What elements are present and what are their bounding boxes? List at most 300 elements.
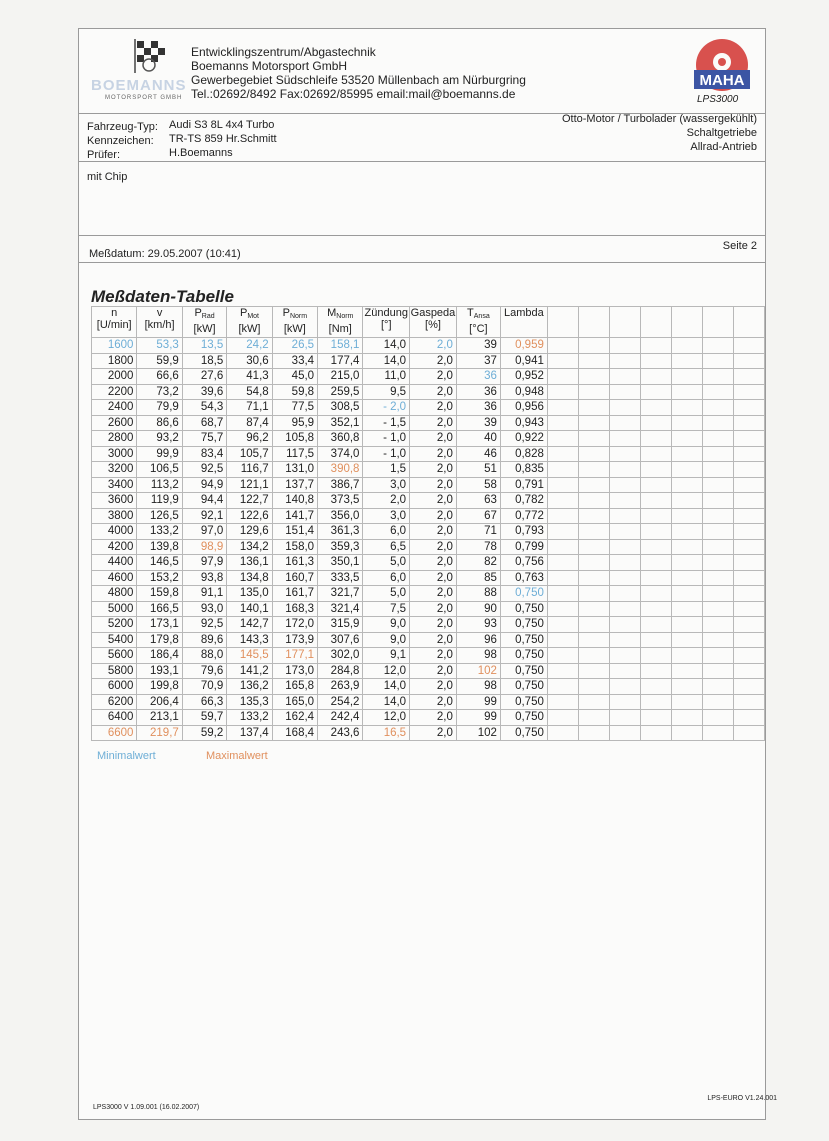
- column-unit: [kW]: [238, 323, 261, 335]
- table-cell: 96: [456, 632, 500, 648]
- empty-cell: [671, 710, 702, 726]
- table-cell: 71,1: [227, 400, 272, 416]
- report-header: [79, 29, 765, 114]
- empty-cell: [578, 586, 609, 602]
- empty-cell: [609, 508, 640, 524]
- table-cell: 6000: [92, 679, 137, 695]
- table-cell: 1800: [92, 353, 137, 369]
- table-cell: 86,6: [137, 415, 182, 431]
- table-cell: 186,4: [137, 648, 182, 664]
- empty-cell: [609, 524, 640, 540]
- empty-cell: [733, 353, 764, 369]
- table-cell: 179,8: [137, 632, 182, 648]
- empty-cell: [640, 725, 671, 741]
- empty-cell: [609, 555, 640, 571]
- table-cell: 39,6: [182, 384, 226, 400]
- empty-cell: [733, 555, 764, 571]
- table-cell: 93,0: [182, 601, 226, 617]
- table-cell: 0,948: [500, 384, 547, 400]
- table-cell: 390,8: [318, 462, 363, 478]
- empty-cell: [547, 524, 578, 540]
- table-row: [92, 694, 765, 710]
- empty-cell: [671, 663, 702, 679]
- table-cell: 2,0: [410, 648, 457, 664]
- measurement-table: [91, 306, 765, 741]
- table-cell: 0,750: [500, 725, 547, 741]
- empty-cell: [671, 462, 702, 478]
- table-cell: 14,0: [363, 679, 410, 695]
- legend-min: Minimalwert: [97, 750, 156, 762]
- empty-cell: [609, 710, 640, 726]
- table-row: [92, 524, 765, 540]
- empty-cell: [609, 384, 640, 400]
- table-cell: 0,750: [500, 617, 547, 633]
- table-cell: 82: [456, 555, 500, 571]
- table-cell: 5000: [92, 601, 137, 617]
- engine-type: Otto-Motor / Turbolader (wassergekühlt): [561, 113, 757, 125]
- empty-cell: [547, 446, 578, 462]
- table-cell: 2,0: [410, 353, 457, 369]
- empty-cell: [702, 415, 733, 431]
- table-cell: 95,9: [272, 415, 317, 431]
- empty-cell: [671, 539, 702, 555]
- table-cell: 168,3: [272, 601, 317, 617]
- column-unit: [°]: [381, 319, 392, 331]
- table-cell: 2,0: [410, 570, 457, 586]
- empty-cell: [578, 462, 609, 478]
- table-cell: 58: [456, 477, 500, 493]
- table-cell: 1600: [92, 338, 137, 354]
- gearbox-type: Schaltgetriebe: [686, 127, 757, 139]
- table-cell: 9,0: [363, 632, 410, 648]
- table-cell: 75,7: [182, 431, 226, 447]
- maha-emblem-icon: [689, 37, 755, 95]
- table-cell: 242,4: [318, 710, 363, 726]
- empty-cell: [609, 570, 640, 586]
- table-cell: 18,5: [182, 353, 226, 369]
- empty-cell: [702, 384, 733, 400]
- table-cell: 356,0: [318, 508, 363, 524]
- boemanns-logo: [91, 39, 193, 105]
- table-cell: 36: [456, 384, 500, 400]
- table-cell: 140,1: [227, 601, 272, 617]
- table-row: [92, 493, 765, 509]
- empty-cell: [547, 710, 578, 726]
- table-cell: 386,7: [318, 477, 363, 493]
- legend-max: Maximalwert: [206, 750, 268, 762]
- company-line: Gewerbegebiet Südschleife 53520 Müllenbach am Nürburgring: [191, 73, 526, 87]
- empty-cell: [671, 570, 702, 586]
- empty-cell: [547, 679, 578, 695]
- table-cell: 133,2: [137, 524, 182, 540]
- table-cell: 12,0: [363, 663, 410, 679]
- table-cell: 359,3: [318, 539, 363, 555]
- table-cell: 39: [456, 338, 500, 354]
- empty-cell: [671, 353, 702, 369]
- table-row: [92, 617, 765, 633]
- table-row: [92, 555, 765, 571]
- empty-cell: [702, 586, 733, 602]
- company-line: Entwicklingszentrum/Abgastechnik: [191, 45, 376, 59]
- table-cell: 136,1: [227, 555, 272, 571]
- empty-cell: [609, 431, 640, 447]
- column-unit: [U/min]: [96, 319, 132, 331]
- table-cell: 2,0: [410, 415, 457, 431]
- empty-cell: [702, 570, 733, 586]
- table-cell: 88: [456, 586, 500, 602]
- table-cell: 59,2: [182, 725, 226, 741]
- empty-cell: [640, 555, 671, 571]
- logo-wordmark: BOEMANNS: [91, 77, 187, 94]
- empty-cell: [640, 508, 671, 524]
- table-cell: 9,1: [363, 648, 410, 664]
- empty-cell: [671, 679, 702, 695]
- table-cell: 2,0: [410, 384, 457, 400]
- table-cell: 5,0: [363, 586, 410, 602]
- empty-cell: [578, 446, 609, 462]
- empty-cell: [547, 384, 578, 400]
- maha-logo: [689, 37, 755, 103]
- checkered-flag-icon: [123, 39, 173, 73]
- empty-cell: [702, 648, 733, 664]
- empty-cell: [702, 400, 733, 416]
- empty-cell: [640, 663, 671, 679]
- empty-cell: [733, 446, 764, 462]
- table-cell: 0,756: [500, 555, 547, 571]
- table-cell: 0,956: [500, 400, 547, 416]
- empty-cell: [640, 446, 671, 462]
- empty-cell: [671, 601, 702, 617]
- table-cell: 307,6: [318, 632, 363, 648]
- table-cell: 14,0: [363, 353, 410, 369]
- empty-cell: [609, 477, 640, 493]
- table-row: [92, 400, 765, 416]
- empty-cell: [702, 524, 733, 540]
- empty-cell: [733, 508, 764, 524]
- column-header: [227, 307, 272, 338]
- table-cell: 172,0: [272, 617, 317, 633]
- column-header: [182, 307, 226, 338]
- empty-cell: [609, 400, 640, 416]
- column-subscript: Mot: [247, 313, 259, 320]
- table-row: [92, 508, 765, 524]
- table-cell: 0,922: [500, 431, 547, 447]
- table-row: [92, 353, 765, 369]
- empty-cell: [640, 477, 671, 493]
- table-cell: 85: [456, 570, 500, 586]
- empty-cell: [671, 369, 702, 385]
- column-name: Lambda: [504, 307, 544, 319]
- tester-label: Prüfer:: [87, 149, 121, 161]
- table-cell: 2,0: [410, 338, 457, 354]
- table-cell: 116,7: [227, 462, 272, 478]
- table-cell: 66,3: [182, 694, 226, 710]
- table-cell: 4400: [92, 555, 137, 571]
- column-unit: [°C]: [469, 323, 488, 335]
- empty-cell: [578, 679, 609, 695]
- table-row: [92, 648, 765, 664]
- empty-cell: [702, 663, 733, 679]
- empty-cell: [578, 601, 609, 617]
- table-cell: 2,0: [410, 710, 457, 726]
- table-row: [92, 601, 765, 617]
- column-header: [92, 307, 137, 338]
- table-cell: 153,2: [137, 570, 182, 586]
- table-cell: 161,3: [272, 555, 317, 571]
- empty-cell: [733, 632, 764, 648]
- empty-cell: [609, 338, 640, 354]
- table-cell: 63: [456, 493, 500, 509]
- table-cell: 141,2: [227, 663, 272, 679]
- table-cell: 97,9: [182, 555, 226, 571]
- table-cell: 2,0: [410, 725, 457, 741]
- table-cell: 5600: [92, 648, 137, 664]
- table-cell: 0,750: [500, 632, 547, 648]
- table-cell: 333,5: [318, 570, 363, 586]
- table-cell: 2,0: [410, 617, 457, 633]
- empty-cell: [702, 539, 733, 555]
- table-cell: 105,7: [227, 446, 272, 462]
- empty-cell: [609, 617, 640, 633]
- tester-value: H.Boemanns: [169, 147, 233, 159]
- empty-cell: [578, 524, 609, 540]
- table-cell: 0,750: [500, 710, 547, 726]
- table-cell: 0,799: [500, 539, 547, 555]
- empty-cell: [609, 632, 640, 648]
- table-cell: 45,0: [272, 369, 317, 385]
- empty-cell: [547, 462, 578, 478]
- table-cell: 0,750: [500, 648, 547, 664]
- empty-cell: [702, 555, 733, 571]
- empty-cell: [733, 431, 764, 447]
- table-row: [92, 384, 765, 400]
- table-cell: 173,9: [272, 632, 317, 648]
- company-line: Tel.:02692/8492 Fax:02692/85995 email:mail@boemanns.de: [191, 87, 516, 101]
- table-cell: 5,0: [363, 555, 410, 571]
- column-header: [272, 307, 317, 338]
- table-cell: 143,3: [227, 632, 272, 648]
- empty-cell: [609, 725, 640, 741]
- table-cell: 4000: [92, 524, 137, 540]
- table-cell: 133,2: [227, 710, 272, 726]
- table-cell: 151,4: [272, 524, 317, 540]
- table-cell: 165,0: [272, 694, 317, 710]
- empty-cell: [578, 648, 609, 664]
- table-row: [92, 462, 765, 478]
- empty-cell: [640, 694, 671, 710]
- company-line: Boemanns Motorsport GmbH: [191, 59, 348, 73]
- table-cell: 2,0: [410, 477, 457, 493]
- empty-cell: [609, 369, 640, 385]
- table-cell: 2,0: [410, 663, 457, 679]
- table-cell: 71: [456, 524, 500, 540]
- empty-cell: [547, 663, 578, 679]
- table-row: [92, 369, 765, 385]
- table-body: [92, 338, 765, 741]
- table-cell: 134,8: [227, 570, 272, 586]
- empty-cell: [671, 524, 702, 540]
- table-cell: 0,782: [500, 493, 547, 509]
- empty-cell: [578, 400, 609, 416]
- table-cell: 1,5: [363, 462, 410, 478]
- table-cell: 9,5: [363, 384, 410, 400]
- table-cell: 165,8: [272, 679, 317, 695]
- table-cell: 9,0: [363, 617, 410, 633]
- empty-cell: [578, 725, 609, 741]
- table-row: [92, 570, 765, 586]
- empty-cell: [733, 617, 764, 633]
- empty-cell: [640, 679, 671, 695]
- empty-cell: [578, 555, 609, 571]
- table-cell: 0,763: [500, 570, 547, 586]
- table-cell: - 2,0: [363, 400, 410, 416]
- table-cell: - 1,0: [363, 431, 410, 447]
- empty-cell: [733, 338, 764, 354]
- empty-cell: [733, 663, 764, 679]
- empty-cell: [578, 663, 609, 679]
- table-cell: 59,9: [137, 353, 182, 369]
- empty-cell: [640, 601, 671, 617]
- column-header: [410, 307, 457, 338]
- empty-column-header: [578, 307, 609, 338]
- empty-cell: [671, 400, 702, 416]
- column-unit: [%]: [425, 319, 441, 331]
- vehicle-info: [79, 113, 765, 162]
- empty-cell: [702, 477, 733, 493]
- table-cell: 119,9: [137, 493, 182, 509]
- table-cell: 259,5: [318, 384, 363, 400]
- empty-cell: [609, 601, 640, 617]
- empty-cell: [671, 508, 702, 524]
- empty-cell: [609, 462, 640, 478]
- column-name: P: [239, 307, 248, 319]
- empty-cell: [733, 570, 764, 586]
- table-cell: 219,7: [137, 725, 182, 741]
- table-cell: 68,7: [182, 415, 226, 431]
- table-cell: 3400: [92, 477, 137, 493]
- table-cell: 99,9: [137, 446, 182, 462]
- table-cell: 90: [456, 601, 500, 617]
- empty-cell: [609, 353, 640, 369]
- empty-cell: [733, 725, 764, 741]
- table-cell: 139,8: [137, 539, 182, 555]
- empty-cell: [609, 663, 640, 679]
- empty-cell: [733, 524, 764, 540]
- empty-cell: [640, 539, 671, 555]
- table-cell: 94,9: [182, 477, 226, 493]
- company-address: [191, 45, 526, 101]
- table-row: [92, 431, 765, 447]
- table-cell: 2200: [92, 384, 137, 400]
- empty-cell: [733, 462, 764, 478]
- table-cell: 27,6: [182, 369, 226, 385]
- table-title: Meßdaten-Tabelle: [91, 287, 234, 306]
- empty-cell: [547, 601, 578, 617]
- table-cell: 3,0: [363, 477, 410, 493]
- table-cell: 0,750: [500, 679, 547, 695]
- empty-cell: [578, 415, 609, 431]
- empty-cell: [671, 338, 702, 354]
- table-cell: 140,8: [272, 493, 317, 509]
- table-cell: 160,7: [272, 570, 317, 586]
- table-cell: 2,0: [363, 493, 410, 509]
- empty-cell: [702, 431, 733, 447]
- table-cell: 59,8: [272, 384, 317, 400]
- empty-cell: [578, 338, 609, 354]
- column-name: Gaspeda: [410, 307, 456, 319]
- table-cell: 2,0: [410, 462, 457, 478]
- table-cell: 37: [456, 353, 500, 369]
- empty-cell: [733, 648, 764, 664]
- drive-type: Allrad-Antrieb: [690, 141, 757, 153]
- table-cell: 93: [456, 617, 500, 633]
- empty-cell: [578, 508, 609, 524]
- table-cell: 206,4: [137, 694, 182, 710]
- empty-cell: [547, 508, 578, 524]
- table-cell: 0,941: [500, 353, 547, 369]
- table-cell: 46: [456, 446, 500, 462]
- empty-cell: [547, 632, 578, 648]
- table-cell: 2,0: [410, 555, 457, 571]
- table-cell: 2400: [92, 400, 137, 416]
- table-cell: 302,0: [318, 648, 363, 664]
- empty-cell: [609, 446, 640, 462]
- empty-cell: [702, 710, 733, 726]
- empty-cell: [702, 338, 733, 354]
- table-cell: 2,0: [410, 431, 457, 447]
- table-cell: 168,4: [272, 725, 317, 741]
- vehicle-type-value: Audi S3 8L 4x4 Turbo: [169, 119, 275, 131]
- table-cell: 73,2: [137, 384, 182, 400]
- table-cell: 126,5: [137, 508, 182, 524]
- empty-cell: [547, 415, 578, 431]
- table-cell: 87,4: [227, 415, 272, 431]
- table-cell: 173,1: [137, 617, 182, 633]
- table-cell: 98: [456, 679, 500, 695]
- empty-cell: [578, 431, 609, 447]
- column-name: P: [194, 307, 202, 319]
- table-row: [92, 415, 765, 431]
- table-cell: 51: [456, 462, 500, 478]
- table-cell: 0,750: [500, 694, 547, 710]
- table-header-row: [92, 307, 765, 338]
- table-cell: 2800: [92, 431, 137, 447]
- table-cell: 0,959: [500, 338, 547, 354]
- table-cell: 158,0: [272, 539, 317, 555]
- plate-value: TR-TS 859 Hr.Schmitt: [169, 133, 277, 145]
- column-header: [456, 307, 500, 338]
- empty-cell: [609, 648, 640, 664]
- table-cell: 131,0: [272, 462, 317, 478]
- column-subscript: Ansa: [473, 313, 490, 320]
- table-cell: 161,7: [272, 586, 317, 602]
- empty-cell: [640, 462, 671, 478]
- table-cell: 97,0: [182, 524, 226, 540]
- table-cell: 145,5: [227, 648, 272, 664]
- table-cell: 5400: [92, 632, 137, 648]
- empty-cell: [733, 415, 764, 431]
- measurement-date: Meßdatum: 29.05.2007 (10:41): [89, 248, 241, 260]
- table-cell: 4600: [92, 570, 137, 586]
- table-cell: 0,750: [500, 663, 547, 679]
- table-cell: 88,0: [182, 648, 226, 664]
- table-cell: 67: [456, 508, 500, 524]
- table-cell: 213,1: [137, 710, 182, 726]
- table-cell: 193,1: [137, 663, 182, 679]
- empty-cell: [547, 694, 578, 710]
- empty-cell: [609, 539, 640, 555]
- table-cell: 2,0: [410, 586, 457, 602]
